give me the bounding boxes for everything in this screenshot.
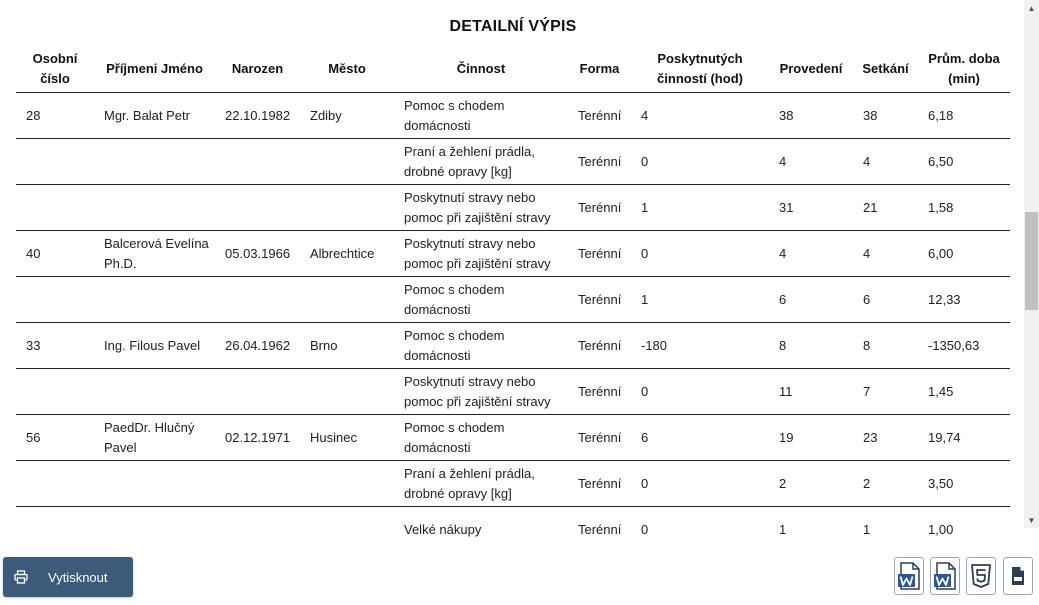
cell-prum-doba: 1,45 [918, 369, 1010, 415]
report-title: DETAILNÍ VÝPIS [449, 18, 577, 35]
cell-mesto [300, 277, 394, 323]
cell-cinnost: Pomoc s chodem domácnosti [394, 277, 568, 323]
printer-icon [14, 570, 28, 584]
cell-narozen [215, 507, 300, 553]
cell-osobni-cislo [16, 369, 94, 415]
cell-prijmeni-jmeno [94, 507, 215, 553]
col-header-narozen: Narozen [215, 46, 300, 93]
cell-setkani: 8 [853, 323, 918, 369]
cell-osobni-cislo: 40 [16, 231, 94, 277]
cell-prum-doba: 3,50 [918, 461, 1010, 507]
cell-cinnost: Poskytnutí stravy nebo pomoc při zajištění stravy [394, 369, 568, 415]
cell-prijmeni-jmeno [94, 369, 215, 415]
cell-provedeni: 6 [769, 277, 853, 323]
cell-provedeni: 31 [769, 185, 853, 231]
cell-poskytnutych-cinnosti: 0 [631, 139, 769, 185]
cell-osobni-cislo [16, 461, 94, 507]
cell-osobni-cislo: 28 [16, 93, 94, 139]
cell-mesto [300, 461, 394, 507]
cell-narozen [215, 139, 300, 185]
cell-narozen [215, 277, 300, 323]
cell-poskytnutych-cinnosti: 4 [631, 93, 769, 139]
col-header-prijmeni-jmeno: Příjmeni Jméno [94, 46, 215, 93]
cell-prum-doba: 6,00 [918, 231, 1010, 277]
col-header-mesto: Město [300, 46, 394, 93]
cell-narozen: 02.12.1971 [215, 415, 300, 461]
cell-mesto [300, 139, 394, 185]
cell-narozen: 05.03.1966 [215, 231, 300, 277]
cell-poskytnutych-cinnosti: -180 [631, 323, 769, 369]
cell-cinnost: Poskytnutí stravy nebo pomoc při zajištění stravy [394, 231, 568, 277]
export-html-button[interactable] [966, 557, 996, 595]
export-pdf-button[interactable] [1003, 557, 1033, 595]
cell-osobni-cislo [16, 185, 94, 231]
table-row [16, 507, 1010, 553]
cell-prijmeni-jmeno: Ing. Filous Pavel [94, 323, 215, 369]
cell-narozen: 26.04.1962 [215, 323, 300, 369]
cell-poskytnutych-cinnosti: 0 [631, 369, 769, 415]
cell-prijmeni-jmeno: Mgr. Balat Petr [94, 93, 215, 139]
cell-poskytnutych-cinnosti: 1 [631, 277, 769, 323]
cell-cinnost: Pomoc s chodem domácnosti [394, 323, 568, 369]
table-row [16, 185, 1010, 231]
cell-cinnost: Velké nákupy [404, 521, 482, 537]
cell-prum-doba: 12,33 [918, 277, 1010, 323]
cell-provedeni: 19 [769, 415, 853, 461]
cell-prijmeni-jmeno: Balcerová Evelína Ph.D. [94, 231, 215, 277]
pdf-icon [1010, 566, 1026, 586]
cell-prum-doba: 6,18 [918, 93, 1010, 139]
cell-mesto [300, 507, 394, 553]
export-word-button[interactable] [894, 557, 924, 595]
cell-narozen [215, 185, 300, 231]
cell-provedeni: 4 [769, 139, 853, 185]
cell-mesto: Brno [300, 323, 394, 369]
cell-forma: Terénní [568, 369, 631, 415]
cell-forma: Terénní [568, 185, 631, 231]
cell-setkani: 38 [853, 93, 918, 139]
cell-narozen [215, 369, 300, 415]
cell-mesto [300, 185, 394, 231]
detail-table [16, 46, 1010, 552]
cell-prum-doba: 6,50 [918, 139, 1010, 185]
cell-poskytnutych-cinnosti: 0 [631, 461, 769, 507]
cell-forma: Terénní [568, 415, 631, 461]
cell-forma: Terénní [568, 277, 631, 323]
cell-setkani: 4 [853, 139, 918, 185]
table-row [16, 139, 1010, 185]
cell-narozen [215, 461, 300, 507]
cell-provedeni: 8 [769, 323, 853, 369]
cell-cinnost: Pomoc s chodem domácnosti [394, 415, 568, 461]
cell-osobni-cislo [16, 277, 94, 323]
cell-poskytnutych-cinnosti: 1 [631, 185, 769, 231]
table-row [16, 277, 1010, 323]
table-row [16, 369, 1010, 415]
table-row [16, 461, 1010, 507]
export-word-alt-button[interactable] [930, 557, 960, 595]
cell-setkani: 21 [853, 185, 918, 231]
cell-setkani: 7 [853, 369, 918, 415]
cell-provedeni: 2 [769, 461, 853, 507]
cell-setkani: 23 [853, 415, 918, 461]
cell-osobni-cislo: 56 [16, 415, 94, 461]
table-header-row [16, 46, 1010, 93]
cell-poskytnutych-cinnosti: 0 [641, 521, 649, 537]
cell-prum-doba: 19,74 [918, 415, 1010, 461]
cell-provedeni: 38 [769, 93, 853, 139]
col-header-cinnost: Činnost [394, 46, 568, 93]
col-header-osobni-cislo: Osobní číslo [16, 46, 94, 93]
col-header-provedeni: Provedení [769, 46, 853, 93]
cell-setkani: 2 [853, 461, 918, 507]
cell-setkani: 4 [853, 231, 918, 277]
cell-prum-doba: -1350,63 [918, 323, 1010, 369]
cell-forma: Terénní [568, 461, 631, 507]
scrollbar-thumb[interactable] [1025, 212, 1038, 310]
cell-narozen: 22.10.1982 [215, 93, 300, 139]
cell-prijmeni-jmeno [94, 185, 215, 231]
cell-cinnost: Praní a žehlení prádla, drobné opravy [kg] [394, 139, 568, 185]
print-button-label: Vytisknout [48, 569, 108, 585]
cell-mesto [300, 369, 394, 415]
cell-prijmeni-jmeno [94, 277, 215, 323]
cell-cinnost: Pomoc s chodem domácnosti [394, 93, 568, 139]
cell-forma: Terénní [568, 323, 631, 369]
cell-forma: Terénní [568, 93, 631, 139]
table-row [16, 415, 1010, 461]
cell-osobni-cislo [16, 139, 94, 185]
col-header-poskytnutych-cinnosti: Poskytnutých činností (hod) [631, 46, 769, 93]
cell-provedeni: 1 [779, 521, 787, 537]
word-icon [933, 562, 957, 590]
col-header-forma: Forma [568, 46, 631, 93]
cell-setkani: 6 [853, 277, 918, 323]
table-row [16, 231, 1010, 277]
cell-poskytnutych-cinnosti: 0 [631, 231, 769, 277]
col-header-setkani: Setkání [853, 46, 918, 93]
word-icon [897, 562, 921, 590]
scroll-up-arrow-icon[interactable]: ▲ [1027, 3, 1036, 13]
print-button[interactable] [3, 557, 133, 597]
cell-poskytnutych-cinnosti: 6 [631, 415, 769, 461]
cell-provedeni: 4 [769, 231, 853, 277]
cell-cinnost: Poskytnutí stravy nebo pomoc při zajištění stravy [394, 185, 568, 231]
cell-provedeni: 11 [769, 369, 853, 415]
cell-forma: Terénní [568, 139, 631, 185]
vertical-scrollbar[interactable] [1024, 0, 1039, 528]
cell-mesto: Husinec [300, 415, 394, 461]
cell-osobni-cislo [16, 507, 94, 553]
cell-prum-doba: 1,58 [918, 185, 1010, 231]
cell-mesto: Albrechtice [300, 231, 394, 277]
cell-mesto: Zdiby [300, 93, 394, 139]
html5-icon [970, 563, 992, 589]
cell-setkani: 1 [863, 521, 871, 537]
cell-forma: Terénní [578, 521, 622, 537]
cell-prum-doba: 1,00 [928, 521, 954, 537]
cell-forma: Terénní [568, 231, 631, 277]
scroll-down-arrow-icon[interactable]: ▼ [1027, 515, 1036, 525]
cell-cinnost: Praní a žehlení prádla, drobné opravy [kg] [394, 461, 568, 507]
cell-prijmeni-jmeno [94, 139, 215, 185]
cell-prijmeni-jmeno: PaedDr. Hlučný Pavel [94, 415, 215, 461]
table-row [16, 93, 1010, 139]
col-header-prum-doba: Prům. doba (min) [918, 46, 1010, 93]
table-row [16, 323, 1010, 369]
cell-osobni-cislo: 33 [16, 323, 94, 369]
cell-prijmeni-jmeno [94, 461, 215, 507]
